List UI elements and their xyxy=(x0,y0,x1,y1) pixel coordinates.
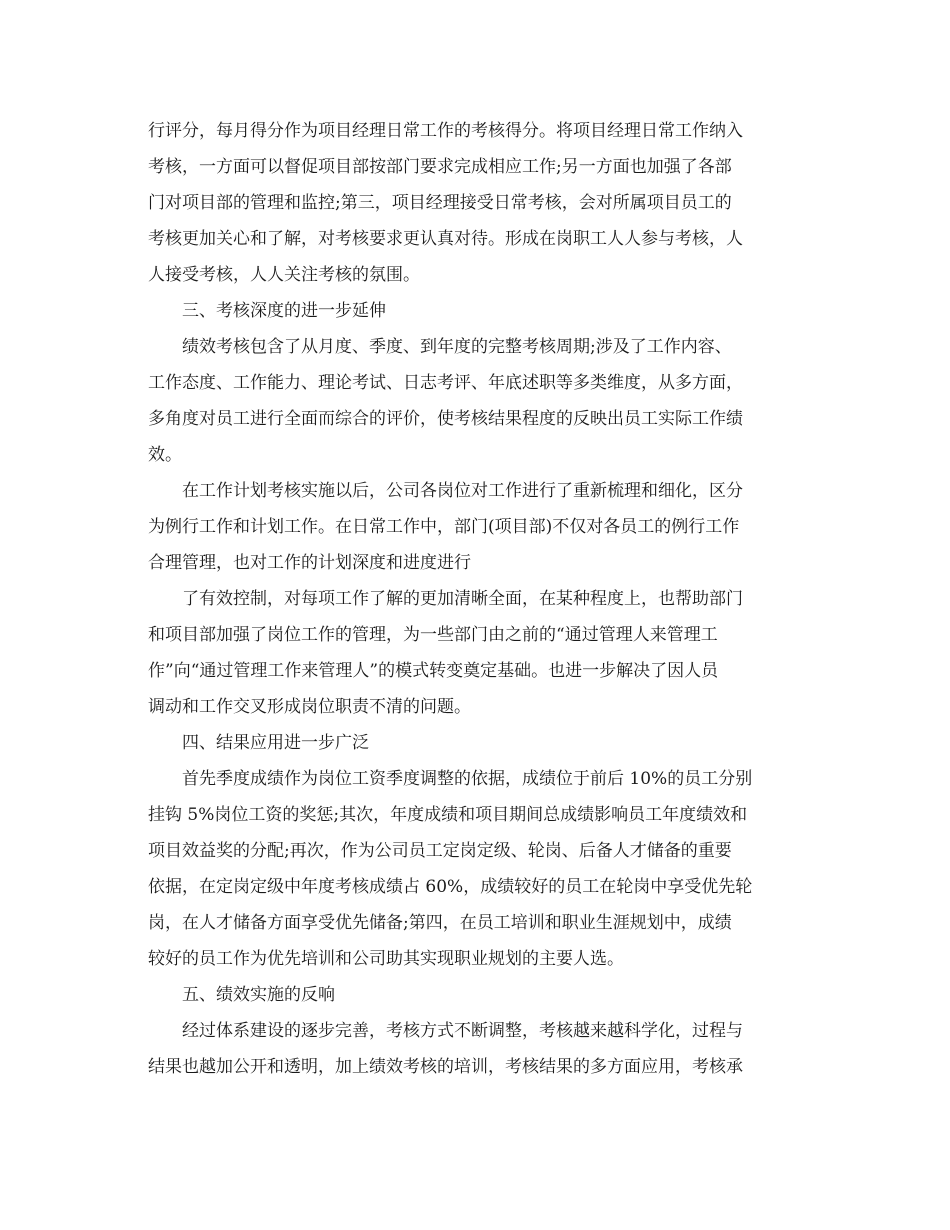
text-line: 作”向“通过管理工作来管理人”的模式转变奠定基础。也进一步解决了因人员 xyxy=(148,661,719,681)
text-line: 首先季度成绩作为岗位工资季度调整的依据，成绩位于前后 10%的员工分别 xyxy=(182,769,753,789)
text-line: 行评分，每月得分作为项目经理日常工作的考核得分。将项目经理日常工作纳入 xyxy=(148,121,743,141)
text-line: 岗，在人才储备方面享受优先储备;第四，在员工培训和职业生涯规划中，成绩 xyxy=(148,913,732,933)
text-line: 工作态度、工作能力、理论考试、日志考评、年底述职等多类维度，从多方面， xyxy=(148,373,743,393)
text-line: 在工作计划考核实施以后，公司各岗位对工作进行了重新梳理和细化，区分 xyxy=(182,481,743,501)
text-line: 经过体系建设的逐步完善，考核方式不断调整，考核越来越科学化，过程与 xyxy=(182,1021,743,1041)
text-line: 门对项目部的管理和监控;第三，项目经理接受日常考核，会对所属项目员工的 xyxy=(148,193,732,213)
text-line: 为例行工作和计划工作。在日常工作中，部门(项目部)不仅对各员工的例行工作 xyxy=(148,517,740,537)
section-heading: 五、绩效实施的反响 xyxy=(182,985,335,1005)
section-heading: 三、考核深度的进一步延伸 xyxy=(182,301,386,321)
text-line: 考核更加关心和了解，对考核要求更认真对待。形成在岗职工人人参与考核，人 xyxy=(148,229,743,249)
text-line: 效。 xyxy=(148,445,182,465)
text-line: 了有效控制，对每项工作了解的更加清晰全面，在某种程度上，也帮助部门 xyxy=(182,589,743,609)
text-line: 挂钩 5%岗位工资的奖惩;其次，年度成绩和项目期间总成绩影响员工年度绩效和 xyxy=(148,805,748,825)
text-line: 较好的员工作为优先培训和公司助其实现职业规划的主要人选。 xyxy=(148,949,624,969)
text-line: 考核，一方面可以督促项目部按部门要求完成相应工作;另一方面也加强了各部 xyxy=(148,157,732,177)
text-line: 绩效考核包含了从月度、季度、到年度的完整考核周期;涉及了工作内容、 xyxy=(182,337,732,357)
text-line: 依据，在定岗定级中年度考核成绩占 60%，成绩较好的员工在轮岗中享受优先轮 xyxy=(148,877,753,897)
text-line: 合理管理，也对工作的计划深度和进度进行 xyxy=(148,553,471,573)
text-line: 项目效益奖的分配;再次，作为公司员工定岗定级、轮岗、后备人才储备的重要 xyxy=(148,841,732,861)
text-line: 多角度对员工进行全面而综合的评价，使考核结果程度的反映出员工实际工作绩 xyxy=(148,409,743,429)
section-heading: 四、结果应用进一步广泛 xyxy=(182,733,369,753)
text-line: 和项目部加强了岗位工作的管理，为一些部门由之前的“通过管理人来管理工 xyxy=(148,625,718,645)
text-line: 调动和工作交叉形成岗位职责不清的问题。 xyxy=(148,697,471,717)
text-line: 人接受考核，人人关注考核的氛围。 xyxy=(148,265,420,285)
text-line: 结果也越加公开和透明，加上绩效考核的培训，考核结果的多方面应用，考核承 xyxy=(148,1057,743,1077)
